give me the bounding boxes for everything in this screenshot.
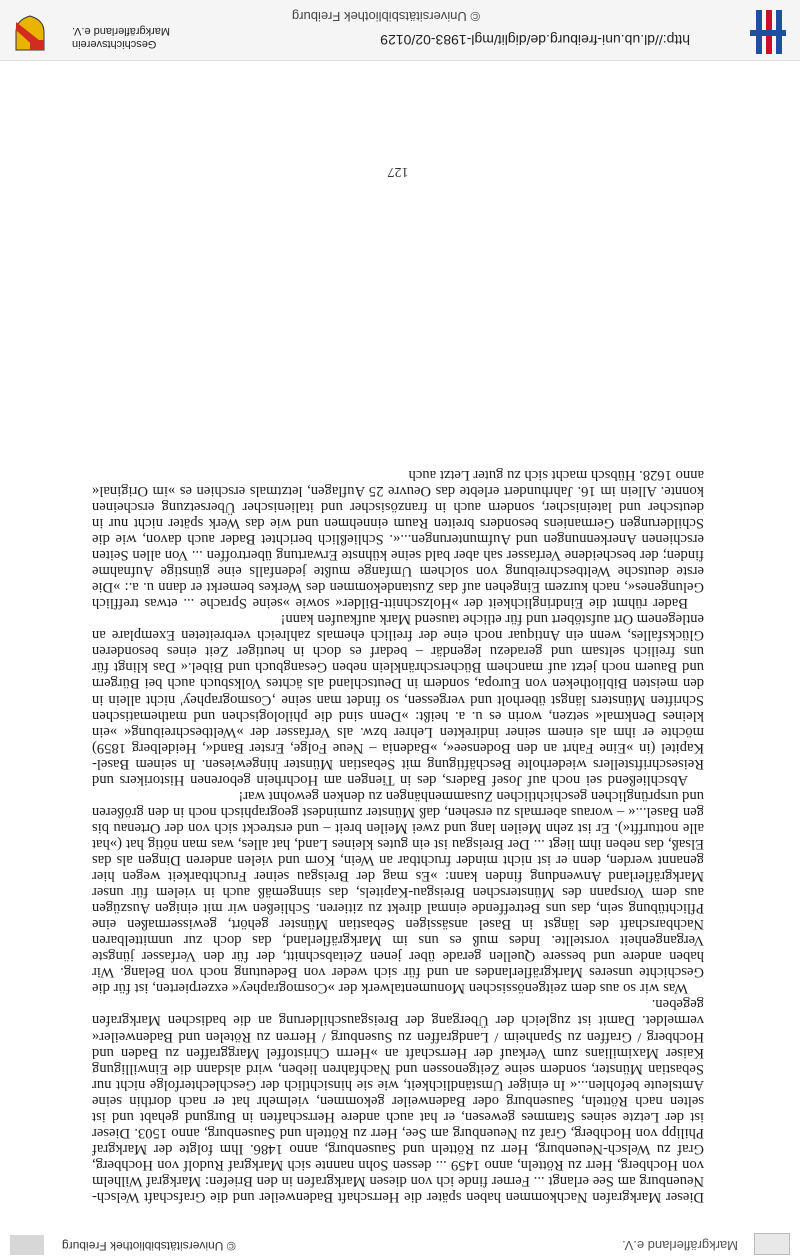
top-strip <box>0 1231 800 1259</box>
partner-name <box>72 24 170 50</box>
crest-chief <box>30 40 44 50</box>
paragraph-2: Was wir so aus dem zeitgenössischen Monumentalwerk der »Cosmographey« exzerpierten, ist für die Geschichte unseres Markgräflerlandes an und für sich weder von Bedeutung noch von Belang. Wir haben andere und bessere Quellen gerade über jenen Zeitabschnitt, der für den Verfasser jüngste Vergangenheit vorstellte. Indes muß es uns im Markgräflerland, das doch zur unmittelbaren Nachbarschaft des längst in Basel ansässigen Sebastian Münster gehört, gewissermaßen eine Pflichtübung sein, das uns Betreffende einmal direkt zu zitieren. Schließen wir mit einigen Auszügen aus dem Vorspann des Münsterschen Breisgau-Kapitels, das sinngemäß auch in vielem für unser Markgräflerland Anwendung finden kann: »Es mag der Breisgau seiner Fruchtbarkeit wegen hier genannt werden, denn er ist nicht minder fruchtbar an Wein, Korn und vielen anderen Dingen als das Elsaß, das neben ihm liegt ... Der Breisgau ist ein gutes kleines Land, hat alles, was man nötig hat (»hat alle notturfft«). Er ist zehn Meilen lang und zwei Meilen breit – und erstreckt sich von der Ortenau bis gen Basel...« – woraus abermals zu ersehen, daß Münster zumindest geographisch noch in den größeren und ursprünglichen geschichtlichen Zusammenhängen zu denken gewohnt war! <box>92 787 704 997</box>
document-url-link[interactable]: http://dl.ub.uni-freiburg.de/diglit/mgl-1983-02/0129 <box>380 32 690 48</box>
library-logo-icon <box>10 1235 44 1255</box>
partner-logo-icon <box>754 1233 790 1255</box>
page-body <box>92 467 704 1205</box>
paragraph-1: Dieser Markgrafen Nachkommen haben später die Herrschaft Badenweiler und die Grafschaft Welsch-Neuenburg am See erlangt ... Ferner finde ich von diesen Markgrafen in den Briefen: Markgraf Wilhelm von Hochberg, Herr zu Rötteln, anno 1459 ... dessen Sohn nannte sich Markgraf Rudolf von Hochberg, Graf zu Welsch-Neuenburg, Herr zu Rötteln und Sausenburg, anno 1486. Ihm folgte der Markgraf Philipp von Hochberg, Graf zu Neuenburg am See, Herr zu Rötteln und Sausenburg, anno 1503. Dieser ist der Letzte seines Stammes gewesen, er hat auch andere Herrschaften in Burgund gehabt und ist selten nach Rötteln, Sausenburg oder Badenweiler gekommen, vielmehr hat er nach dorthin seine Amtsleute befohlen...« In einiger Umständlichkeit, wie sie hinsichtlich der Geschlechterfolge nicht nur Sebastian Münster, sondern seine Zeitgenossen und Nachfahren lieben, wird alsdann die Einwilligung Kaiser Maximilians zum Verkauf der Herrschaft an »Herrn Christoffel Marggraffen zu Baden und Hochberg / Graffen zu Spanheim / Landgraffen zu Susenburg / Herren zu Rötelen und Badenweiler« vermeldet. Damit ist zugleich der Übergang der Breisgauschilderung an die badischen Markgrafen gegeben. <box>92 996 704 1205</box>
ub-logo-crossbar <box>750 30 786 36</box>
paragraph-4: Bader rühmt die Eindringlichkeit der »Holzschnitt-Bilder« sowie »seine Sprache ... etwas trefflich Gelungenes«, nach kurzem Eingehen auf das Zustandekommen des Werkes bemerkt er dann u. a.: »Die erste deutsche Weltbeschreibung von solchem Umfange mußte jedenfalls eine günstige Aufnahme finden; der bescheidene Verfasser sah aber bald seine kühnste Erwartung übertroffen ... Von allen Seiten erschienen Anerkennungen und Aufmunterungen...«. Schließlich berichtet Bader auch davon, wie die Schilderungen Germaniens besonders breiten Raum einnehmen und wie das Werk später nicht nur in deutscher und lateinischer, sondern auch in französischer und italienischer Übersetzung erscheinen konnte. Allein im 16. Jahrhundert erlebte das Oeuvre 25 Auflagen, letztmals erschien es »im Original« anno 1628. Hübsch macht sich zu guter Letzt auch <box>92 466 704 612</box>
copyright-notice: © Universitätsbibliothek Freiburg <box>291 9 480 24</box>
footer-bar <box>0 0 800 61</box>
page-number: 127 <box>387 164 409 179</box>
partner-name-line-1: Geschichtsverein <box>72 38 157 50</box>
top-strip-right-text: © Universitätsbibliothek Freiburg <box>62 1239 236 1253</box>
top-strip-left-text: Markgräflerland e.V. <box>622 1238 738 1253</box>
coat-of-arms-icon <box>14 14 46 52</box>
paragraph-3: Abschließend sei noch auf Josef Baders, des in Tiengen am Hochrhein geborenen Historikers und Reiseschriftstellers wiederholte Beschäftigung mit Sebastian Münster hingewiesen. In seinem Basel-Kapitel (in »Eine Fahrt an den Bodensee«, »Badenia – Neue Folge, Erster Band«, Heidelberg 1859) möchte er ihm als einem seiner indirekten Lehrer bzw. als Verfasser der »Weltbeschreibung« »ein kleines Denkmal« setzen, worin es u. a. heißt: »Denn sind die philologischen und mathematischen Schriften Münsters längst überholt und vergessen, so findet man seine ‚Cosmographey' nicht allein in den meisten Bibliotheken von Europa, sondern in Deutschland als ächtes Volksbuch auch bei Bürgern und Bauern noch jetzt auf manchem Bücherschränklein neben Gesangbuch und Bibel.« Das klingt für uns freilich seltsam und geradezu legendär – bedarf es doch in heutiger Zeit eines besonderen Glücksfalles, wenn ein Antiquar noch eine der freilich ehemals zahlreich verbreiteten Exemplare an entlegenem Ort aufstöbert und für etliche tausend Mark aufkaufen kann! <box>92 611 704 788</box>
ub-logo-icon <box>750 8 786 56</box>
partner-name-line-2: Markgräflerland e.V. <box>72 25 171 37</box>
